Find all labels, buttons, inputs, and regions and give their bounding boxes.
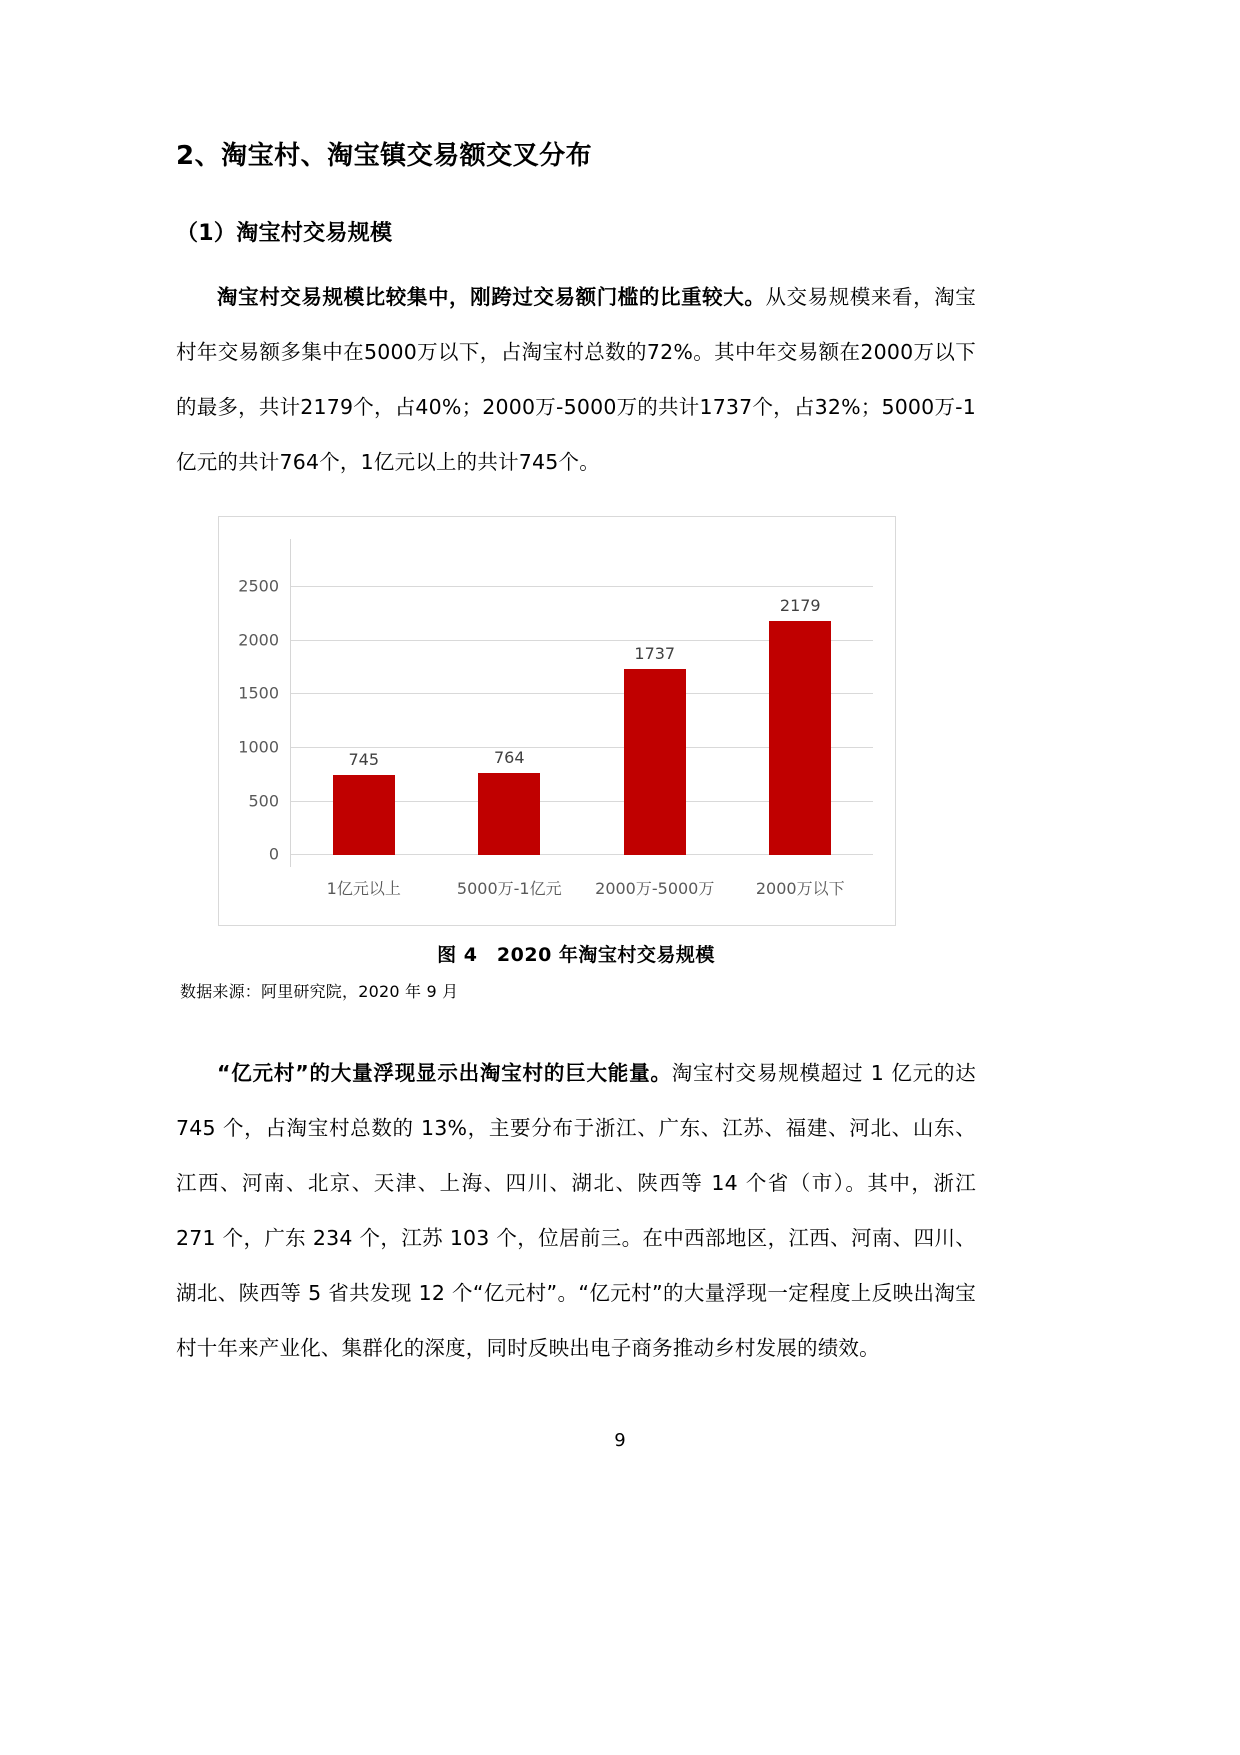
figure-caption: 图 4 2020 年淘宝村交易规模 (437, 944, 715, 967)
x-axis-category-label: 1亿元以上 (326, 879, 401, 899)
bar (624, 669, 686, 856)
page-content (176, 0, 976, 1376)
paragraph-two (176, 1002, 976, 1376)
y-axis-tick-label: 1500 (238, 683, 279, 703)
paragraph-one (176, 248, 976, 490)
chart-plot-area (238, 565, 873, 864)
x-axis-category-label: 2000万以下 (755, 879, 845, 899)
paragraph-one-body: 从交易规模来看，淘宝村年交易额多集中在5000万以下，占淘宝村总数的72%。其中年交易额在2000万以下的最多，共计2179个，占40%；2000万-5000万的共计1737个，占32%；5000万-1亿元的共计764个，1亿元以上的共计745个。 (176, 285, 977, 475)
chart-category-labels (291, 876, 873, 899)
chart-bars (291, 565, 873, 855)
bar-value-label: 764 (493, 748, 525, 768)
figure-source: 数据来源：阿里研究院，2020 年 9 月 (180, 982, 459, 1002)
bar-slot (437, 565, 583, 855)
bar (478, 773, 540, 855)
bar-slot (582, 565, 728, 855)
paragraph-two-body: 淘宝村交易规模超过 1 亿元的达 745 个，占淘宝村总数的 13%，主要分布于浙江、广东、江苏、福建、河北、山东、江西、河南、北京、天津、上海、四川、湖北、陕西等 14 个省（市）。其中，浙江 271 个，广东 234 个，江苏 103 个，位居前三。在中西部地区，江西、河南、四川、湖北、陕西等 5 省共发现 12 个“亿元村”。“亿元村”的大量浮现一定程度上反映出淘宝村十年来产业化、集群化的深度，同时反映出电子商务推动乡村发展的绩效。 (176, 1061, 976, 1361)
bar-value-label: 745 (348, 750, 380, 770)
section-heading: 2、淘宝村、淘宝镇交易额交叉分布 (176, 141, 593, 171)
bar (333, 775, 395, 855)
bar (769, 621, 831, 855)
x-axis-category-label: 5000万-1亿元 (456, 879, 562, 899)
y-axis-tick-label: 0 (268, 844, 279, 864)
y-axis-tick-label: 1000 (238, 737, 279, 757)
sub-heading: （1）淘宝村交易规模 (176, 220, 393, 246)
paragraph-two-bold-lead: “亿元村”的大量浮现显示出淘宝村的巨大能量。 (217, 1061, 672, 1086)
y-axis-tick-label: 2000 (238, 630, 279, 650)
bar-chart (218, 516, 896, 926)
page-number: 9 (614, 1430, 626, 1451)
y-axis-tick-label: 500 (248, 791, 279, 811)
bar-slot (291, 565, 437, 855)
bar-value-label: 1737 (634, 643, 676, 663)
figure-4 (176, 516, 976, 1002)
bar-slot (728, 565, 874, 855)
x-axis-category-label: 2000万-5000万 (595, 879, 715, 899)
paragraph-one-bold-lead: 淘宝村交易规模比较集中，刚跨过交易额门槛的比重较大。 (217, 285, 766, 310)
y-axis-tick-label: 2500 (238, 576, 279, 596)
bar-value-label: 2179 (779, 596, 821, 616)
